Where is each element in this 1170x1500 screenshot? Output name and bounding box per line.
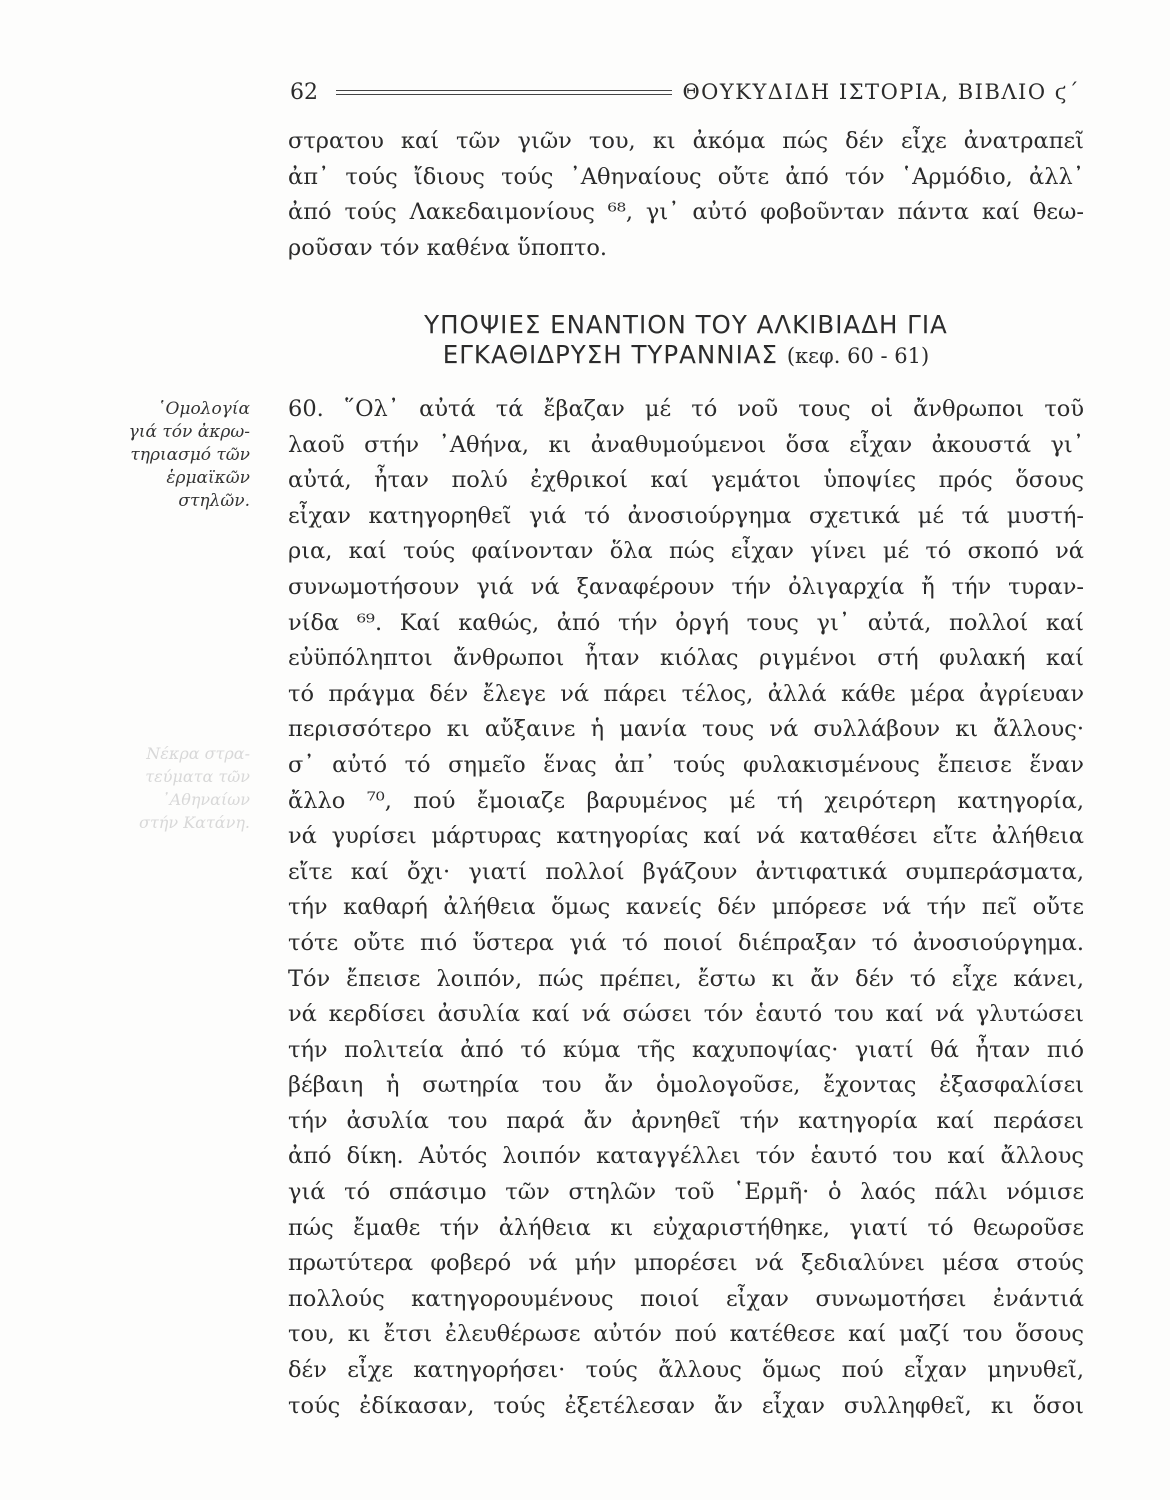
margin-note-line: γιά τόν ἀκρω- (128, 422, 250, 442)
text-line: λαοῦ στήν ᾿Αθήνα, κι ἀναθυμούμενοι ὅσα εἶχαν ἀκουστά γι᾿ (288, 431, 1084, 458)
text-line: ρια, καί τούς φαίνονταν ὅλα πώς εἶχαν γίνει μέ τό σκοπό νά (288, 538, 1084, 565)
section-heading (288, 310, 1084, 371)
margin-note (100, 398, 250, 513)
intro-paragraph (288, 124, 1084, 266)
text-line: νά κερδίσει ἀσυλία καί νά σώσει τόν ἑαυτό του καί νά γλυτώσει (288, 1001, 1084, 1028)
text-line: περισσότερο κι αὔξαινε ἡ μανία τους νά συλλάβουν κι ἄλλους· (288, 716, 1084, 743)
faded-note-line: τεύματα τῶν (145, 767, 250, 786)
text-line: ἀπ᾿ τούς ἴδιους τούς ᾿Αθηναίους οὔτε ἀπό τόν ῾Αρμόδιο, ἀλλ᾿ (288, 163, 1084, 190)
text-line: ἄλλο ⁷⁰, πού ἔμοιαζε βαρυμένος μέ τή χειρότερη κατηγορία, (288, 787, 1084, 814)
text-line: τήν καθαρή ἀλήθεια ὅμως κανείς δέν μπόρεσε νά τήν πεῖ οὔτε (288, 894, 1084, 921)
text-line: πρωτύτερα φοβερό νά μήν μπορέσει νά ξεδιαλύνει μέσα στούς (288, 1250, 1084, 1277)
text-line: σ᾿ αὐτό τό σημεῖο ἕνας ἀπ᾿ τούς φυλακισμένους ἔπεισε ἕναν (288, 751, 1084, 778)
text-line: τούς ἐδίκασαν, τούς ἐξετέλεσαν ἄν εἶχαν συλληφθεῖ, κι ὅσοι (288, 1392, 1084, 1419)
text-line: ροῦσαν τόν καθένα ὕποπτο. (288, 234, 608, 261)
faded-note-line: στήν Κατάνη. (139, 813, 250, 832)
text-line: γιά τό σπάσιμο τῶν στηλῶν τοῦ ῾Ερμῆ· ὁ λαός πάλι νόμισε (288, 1179, 1084, 1206)
text-line: στρατου καί τῶν γιῶν του, κι ἀκόμα πώς δέν εἶχε ἀνατραπεῖ (288, 128, 1084, 154)
text-line: αὐτά, ἦταν πολύ ἐχθρικοί καί γεμάτοι ὑποψίες πρός ὅσους (288, 467, 1084, 494)
faded-note-line: ᾿Αθηναίων (161, 790, 250, 809)
page-number: 62 (290, 79, 318, 105)
text-line: συνωμοτήσουν γιά νά ξαναφέρουν τήν ὀλιγαρχία ἤ τήν τυραν- (288, 573, 1084, 600)
faded-note-line: Νέκρα στρα- (146, 744, 250, 763)
text-line: του, κι ἔτσι ἐλευθέρωσε αὐτόν πού κατέθεσε καί μαζί του ὅσους (288, 1321, 1084, 1348)
margin-note-line: ἑρμαϊκῶν (166, 468, 250, 488)
text-line: τότε οὔτε πιό ὕστερα γιά τό ποιοί διέπραξαν τό ἀνοσιούργημα. (288, 929, 1084, 956)
running-title: ΘΟΥΚΥΔΙΔΗ ΙΣΤΟΡΙΑ, ΒΙΒΛΙΟ ϛ΄ (682, 80, 1080, 104)
text-line: τό πράγμα δέν ἔλεγε νά πάρει τέλος, ἀλλά κάθε μέρα ἀγρίευαν (288, 680, 1084, 707)
text-line: ἀπό δίκη. Αὐτός λοιπόν καταγγέλλει τόν ἑαυτό του καί ἄλλους (288, 1143, 1084, 1170)
section-heading-line2 (288, 340, 1084, 371)
text-line: Τόν ἔπεισε λοιπόν, πώς πρέπει, ἔστω κι ἄν δέν τό εἶχε κάνει, (288, 965, 1084, 992)
text-line: νά γυρίσει μάρτυρας κατηγορίας καί νά καταθέσει εἴτε ἀλήθεια (288, 823, 1084, 850)
text-line: βέβαιη ἡ σωτηρία του ἄν ὁμολογοῦσε, ἔχοντας ἐξασφαλίσει (288, 1072, 1084, 1099)
text-line: πολλούς κατηγορουμένους ποιοί εἶχαν συνωμοτήσει ἐνάντιά (288, 1285, 1084, 1312)
faded-margin-note (100, 742, 250, 834)
text-line: εἴτε καί ὄχι· γιατί πολλοί βγάζουν ἀντιφατικά συμπεράσματα, (288, 858, 1084, 885)
text-line: εἶχαν κατηγορηθεῖ γιά τό ἀνοσιούργημα σχετικά μέ τά μυστή- (288, 502, 1084, 529)
text-line: πώς ἔμαθε τήν ἀλήθεια κι εὐχαριστήθηκε, γιατί τό θεωροῦσε (288, 1214, 1084, 1241)
text-line: νίδα ⁶⁹. Καί καθώς, ἀπό τήν ὀργή τους γι᾿ αὐτά, πολλοί καί (288, 609, 1084, 636)
header-double-rule (336, 90, 672, 95)
section-heading-line1: ΥΠΟΨΙΕΣ ΕΝΑΝΤΙΟΝ ΤΟΥ ΑΛΚΙΒΙΑΔΗ ΓΙΑ (424, 310, 948, 339)
text-line: 60. ῞Ολ᾿ αὐτά τά ἔβαζαν μέ τό νοῦ τους οἱ ἄνθρωποι τοῦ (288, 396, 1084, 422)
body-paragraph-60 (288, 392, 1084, 1424)
section-heading-title: ΕΓΚΑΘΙΔΡΥΣΗ ΤΥΡΑΝΝΙΑΣ (442, 340, 779, 369)
text-line: δέν εἶχε κατηγορήσει· τούς ἄλλους ὅμως πού εἶχαν μηνυθεῖ, (288, 1357, 1084, 1384)
text-line: εὐϋπόληπτοι ἄνθρωποι ἦταν κιόλας ριγμένοι στή φυλακή καί (288, 645, 1084, 672)
text-line: ἀπό τούς Λακεδαιμονίους ⁶⁸, γι᾿ αὐτό φοβοῦνταν πάντα καί θεω- (288, 199, 1084, 226)
text-line: τήν πολιτεία ἀπό τό κύμα τῆς καχυποψίας· γιατί θά ἦταν πιό (288, 1036, 1084, 1063)
margin-note-line: ῾Ομολογία (156, 399, 250, 419)
text-line: τήν ἀσυλία του παρά ἄν ἀρνηθεῖ τήν κατηγορία καί περάσει (288, 1107, 1084, 1134)
running-header (290, 76, 1080, 108)
chapter-reference: (κεφ. 60 - 61) (786, 344, 930, 368)
margin-note-line: στηλῶν. (178, 491, 250, 511)
margin-note-line: τηριασμό τῶν (130, 445, 250, 465)
